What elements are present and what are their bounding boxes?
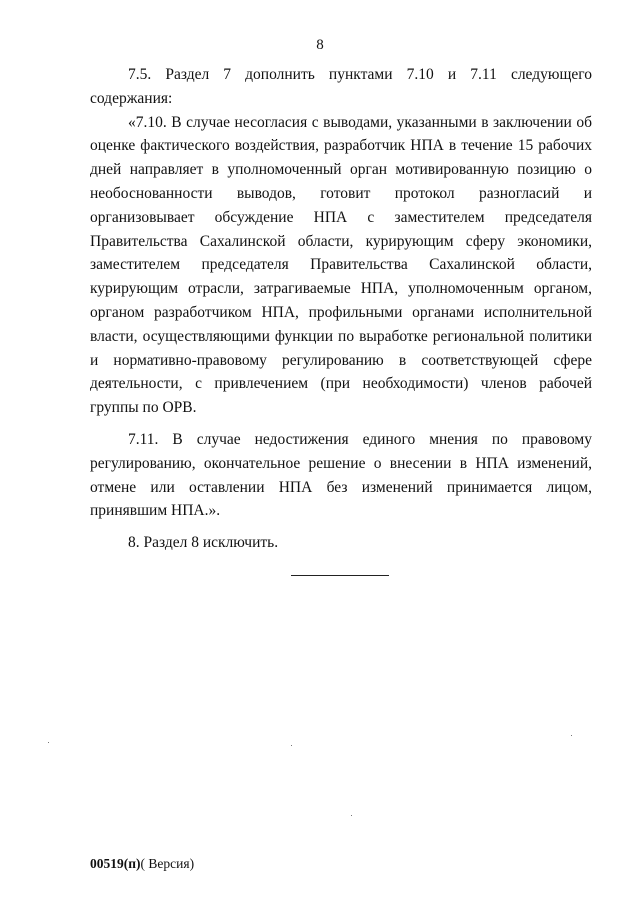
paragraph-7-10: «7.10. В случае несогласия с выводами, указанными в заключении об оценке фактического воздействия, разработчик НПА в течение 15 рабочих дней направляет в уполномоченный орган мотивированную позицию о необоснованности выводов, готовит протокол разногласий и организовывает обсуждение НПА с заместителем председателя Правительства Сахалинской области, курирующим сферу экономики, заместителем председателя Правительства Сахалинской области, курирующим отрасли, затрагиваемые НПА, уполномоченным органом, органом разработчиком НПА, профильными органами исполнительной власти, осуществляющими функции по выработке региональной политики и нормативно-правовому регулированию в соответствующей сфере деятельности, с привлечением (при необходимости) членов рабочей группы по ОРВ.: [90, 113, 592, 417]
paragraph-7-5: 7.5. Раздел 7 дополнить пунктами 7.10 и 7.11 следующего содержания:: [90, 66, 592, 107]
paragraph-7-11: 7.11. В случае недостижения единого мнения по правовому регулированию, окончательное решение о внесении в НПА изменений, отмене или оставлении НПА без изменений принимается лицом, принявшим НПА.».: [90, 430, 592, 520]
document-body: [90, 63, 592, 555]
paragraph-8: 8. Раздел 8 исключить.: [128, 534, 279, 552]
footer-document-code: [90, 856, 194, 872]
page-number: 8: [316, 37, 324, 53]
footer-version: ( Версия): [140, 856, 195, 871]
footer-code: 00519(п): [90, 856, 141, 871]
scan-speck: [571, 735, 572, 736]
scan-speck: [351, 815, 352, 816]
scan-speck: [48, 742, 49, 743]
end-divider-line: [291, 575, 389, 576]
scan-speck: [291, 745, 292, 746]
